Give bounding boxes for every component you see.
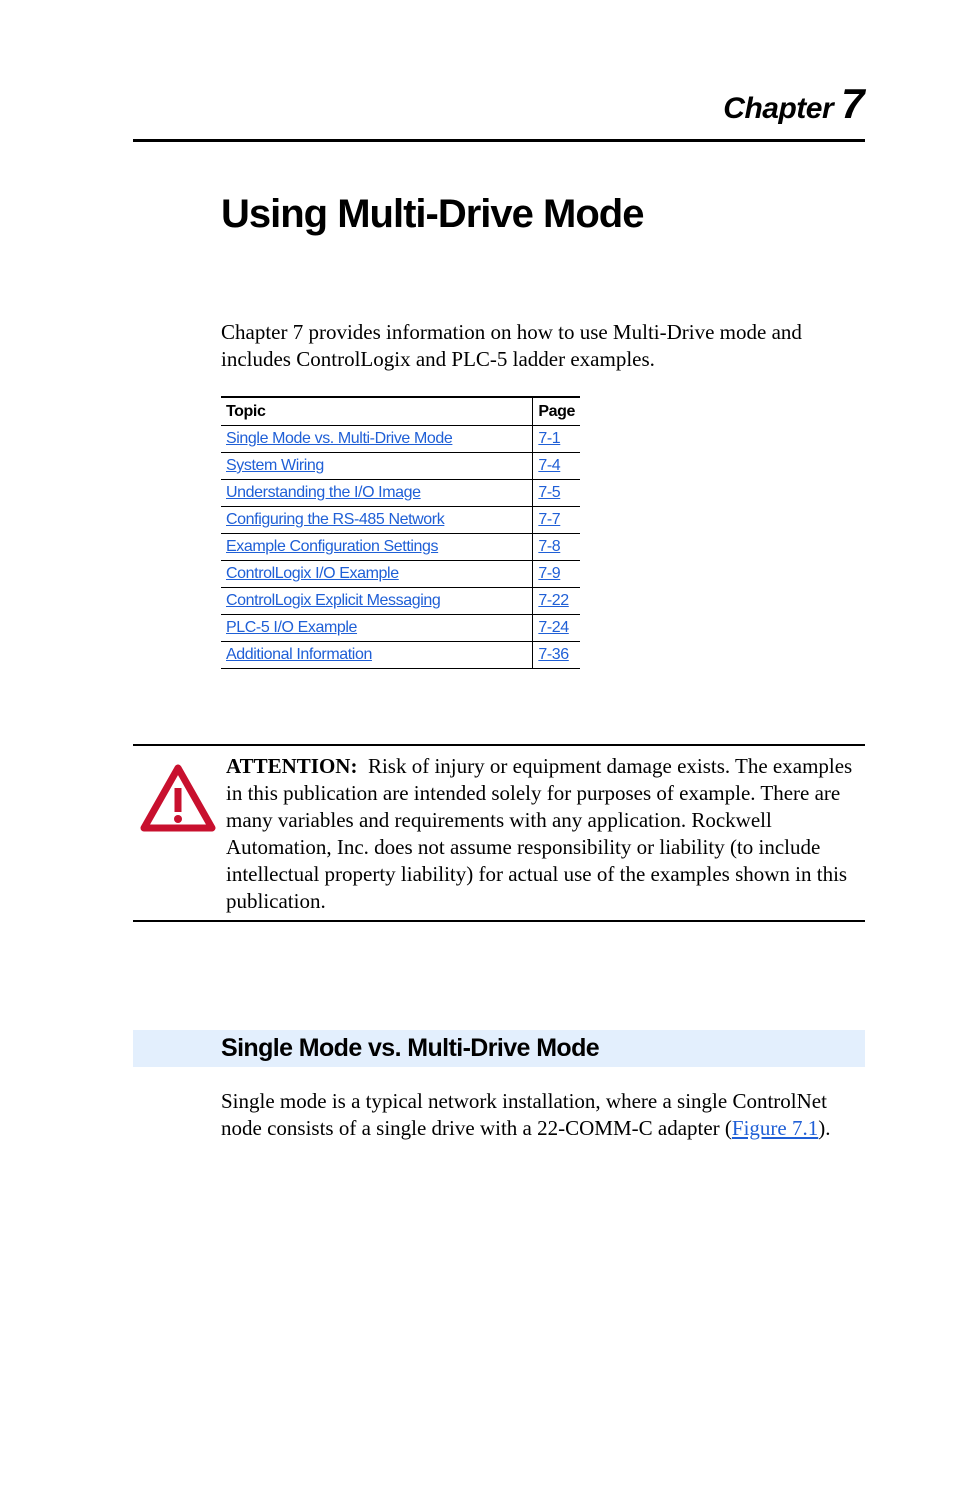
table-row <box>221 642 580 669</box>
attention-body: Risk of injury or equipment damage exists. The examples in this publication are intended solely for purposes of example. There are many variables and requirements with any application. Rockwell Automation, Inc. does not assume responsibility or liability (to include intellectual property liability) for actual use of the examples shown in this publication. <box>226 754 853 913</box>
topic-link[interactable]: ControlLogix Explicit Messaging <box>226 592 441 609</box>
chapter-number: 7 <box>841 80 864 127</box>
table-row <box>221 507 580 534</box>
topic-cell <box>221 561 533 588</box>
page-link[interactable]: 7-36 <box>538 646 569 663</box>
topic-link[interactable]: Single Mode vs. Multi-Drive Mode <box>226 430 453 447</box>
topic-link[interactable]: Additional Information <box>226 646 372 663</box>
topic-cell <box>221 642 533 669</box>
topic-link[interactable]: System Wiring <box>226 457 324 474</box>
topic-link[interactable]: ControlLogix I/O Example <box>226 565 399 582</box>
figure-link[interactable]: Figure 7.1 <box>731 1116 819 1140</box>
topic-table-body <box>221 426 580 669</box>
attention-top-rule <box>133 744 865 746</box>
section-text-after: ). <box>818 1116 831 1140</box>
topic-table-header-row <box>221 397 580 426</box>
attention-bottom-rule <box>133 920 865 922</box>
chapter-label <box>723 80 864 128</box>
topic-cell <box>221 480 533 507</box>
page-link[interactable]: 7-22 <box>538 592 569 609</box>
table-row <box>221 588 580 615</box>
page-cell <box>533 426 580 453</box>
topic-link[interactable]: PLC-5 I/O Example <box>226 619 358 636</box>
topic-cell <box>221 588 533 615</box>
page-link[interactable]: 7-8 <box>538 538 561 555</box>
warning-triangle-icon <box>140 764 216 834</box>
chapter-word: Chapter <box>723 92 834 125</box>
page-cell <box>533 534 580 561</box>
table-row <box>221 534 580 561</box>
attention-lead: ATTENTION: <box>226 754 358 778</box>
page-cell <box>533 615 580 642</box>
page-link[interactable]: 7-9 <box>538 565 561 582</box>
page-link[interactable]: 7-4 <box>538 457 561 474</box>
section-paragraph <box>221 1088 866 1142</box>
topic-link[interactable]: Configuring the RS-485 Network <box>226 511 445 528</box>
topic-cell <box>221 615 533 642</box>
section-text-before: Single mode is a typical network installation, where a single ControlNet node consists of a single drive with a 22-COMM-C adapter ( <box>221 1089 827 1140</box>
chapter-divider <box>133 139 865 142</box>
table-row <box>221 615 580 642</box>
table-row <box>221 561 580 588</box>
page-cell <box>533 561 580 588</box>
intro-paragraph: Chapter 7 provides information on how to use Multi-Drive mode and includes ControlLogix and PLC-5 ladder examples. <box>221 320 802 371</box>
page-cell <box>533 507 580 534</box>
topic-link[interactable]: Example Configuration Settings <box>226 538 439 555</box>
table-row <box>221 480 580 507</box>
page-cell <box>533 480 580 507</box>
topic-cell <box>221 453 533 480</box>
page-link[interactable]: 7-7 <box>538 511 561 528</box>
page-link[interactable]: 7-5 <box>538 484 561 501</box>
attention-notice <box>226 753 861 915</box>
page-link[interactable]: 7-1 <box>538 430 561 447</box>
topic-cell <box>221 426 533 453</box>
topic-table <box>221 396 580 669</box>
page-column-header: Page <box>533 397 580 426</box>
page-link[interactable]: 7-24 <box>538 619 569 636</box>
page-title: Using Multi-Drive Mode <box>221 192 644 236</box>
topic-link[interactable]: Understanding the I/O Image <box>226 484 421 501</box>
table-row <box>221 426 580 453</box>
topic-column-header: Topic <box>221 397 533 426</box>
page-cell <box>533 642 580 669</box>
page-cell <box>533 453 580 480</box>
topic-cell <box>221 507 533 534</box>
page-cell <box>533 588 580 615</box>
table-row <box>221 453 580 480</box>
topic-cell <box>221 534 533 561</box>
section-heading: Single Mode vs. Multi-Drive Mode <box>221 1034 600 1062</box>
